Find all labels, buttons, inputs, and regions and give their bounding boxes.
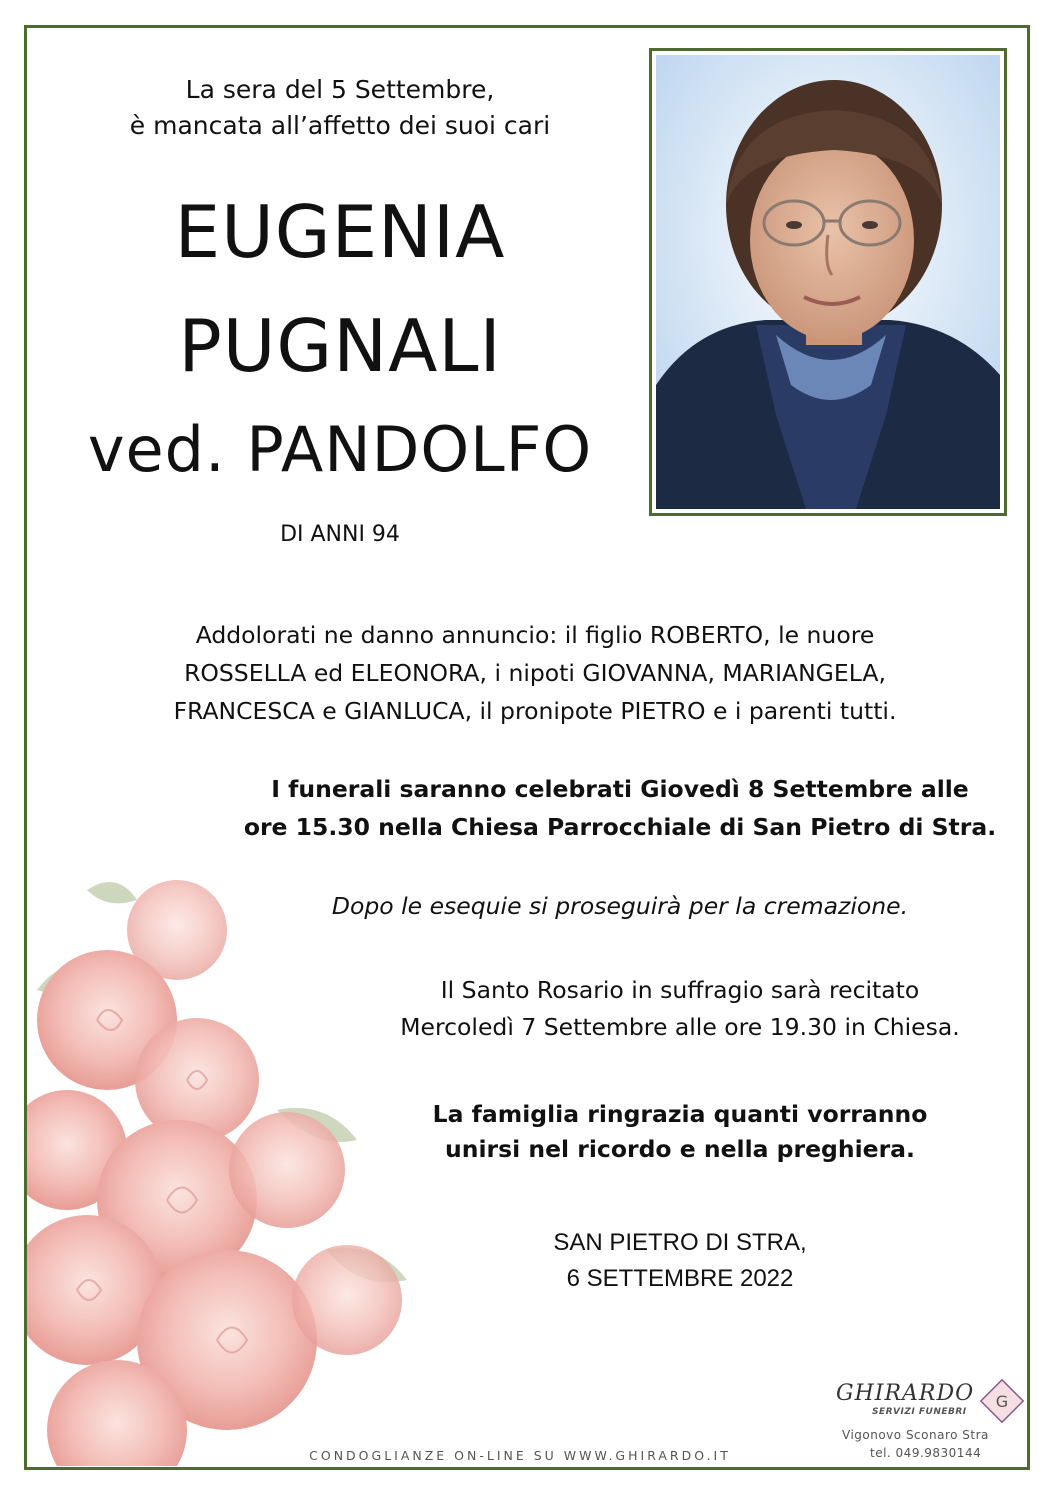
last-name: PUGNALI bbox=[178, 304, 502, 388]
portrait-photo bbox=[656, 55, 1000, 509]
intro-line: è mancata all’affetto dei suoi cari bbox=[129, 111, 551, 140]
date-text: 6 SETTEMBRE 2022 bbox=[566, 1265, 794, 1292]
cremation-note: Dopo le esequie si proseguirà per la cremazione. bbox=[331, 892, 909, 920]
rosary-line: Il Santo Rosario in suffragio sarà recitato bbox=[440, 976, 920, 1004]
rosary-info bbox=[320, 972, 1040, 1046]
married-name: ved. PANDOLFO bbox=[87, 413, 593, 486]
thanks-line: La famiglia ringrazia quanti vorranno bbox=[432, 1100, 928, 1128]
place-text: SAN PIETRO DI STRA, bbox=[553, 1229, 807, 1256]
condolences-footer: CONDOGLIANZE ON-LINE SU WWW.GHIRARDO.IT bbox=[309, 1448, 731, 1463]
place-and-date bbox=[470, 1225, 890, 1297]
logo-subtitle: SERVIZI FUNEBRI bbox=[872, 1407, 967, 1417]
family-line: Addolorati ne danno annuncio: il figlio ROBERTO, le nuore bbox=[195, 621, 875, 649]
logo-towns: Vigonovo Sconaro Stra bbox=[842, 1428, 989, 1442]
family-announcement bbox=[70, 616, 1000, 730]
funeral-home-logo bbox=[830, 1373, 1030, 1468]
thanks-line: unirsi nel ricordo e nella preghiera. bbox=[445, 1135, 915, 1163]
family-line: ROSSELLA ed ELEONORA, i nipoti GIOVANNA, MARIANGELA, bbox=[184, 659, 886, 687]
family-line: FRANCESCA e GIANLUCA, il pronipote PIETRO e i parenti tutti. bbox=[173, 697, 897, 725]
roses-illustration bbox=[27, 870, 427, 1466]
thanks-note bbox=[330, 1097, 1030, 1167]
portrait-frame bbox=[649, 48, 1007, 516]
first-name: EUGENIA bbox=[174, 190, 506, 274]
rosary-line: Mercoledì 7 Settembre alle ore 19.30 in Chiesa. bbox=[400, 1013, 960, 1041]
funeral-info bbox=[200, 770, 1040, 846]
intro-text bbox=[60, 72, 620, 144]
logo-mark-letter: G bbox=[995, 1392, 1009, 1411]
intro-line: La sera del 5 Settembre, bbox=[185, 75, 495, 104]
logo-mark-icon bbox=[980, 1379, 1024, 1423]
funeral-line: ore 15.30 nella Chiesa Parrocchiale di San Pietro di Stra. bbox=[243, 813, 997, 841]
age-text: DI ANNI 94 bbox=[280, 522, 400, 547]
funeral-line: I funerali saranno celebrati Giovedì 8 Settembre alle bbox=[271, 775, 969, 803]
logo-phone: tel. 049.9830144 bbox=[870, 1446, 982, 1460]
logo-name: GHIRARDO bbox=[836, 1381, 975, 1406]
